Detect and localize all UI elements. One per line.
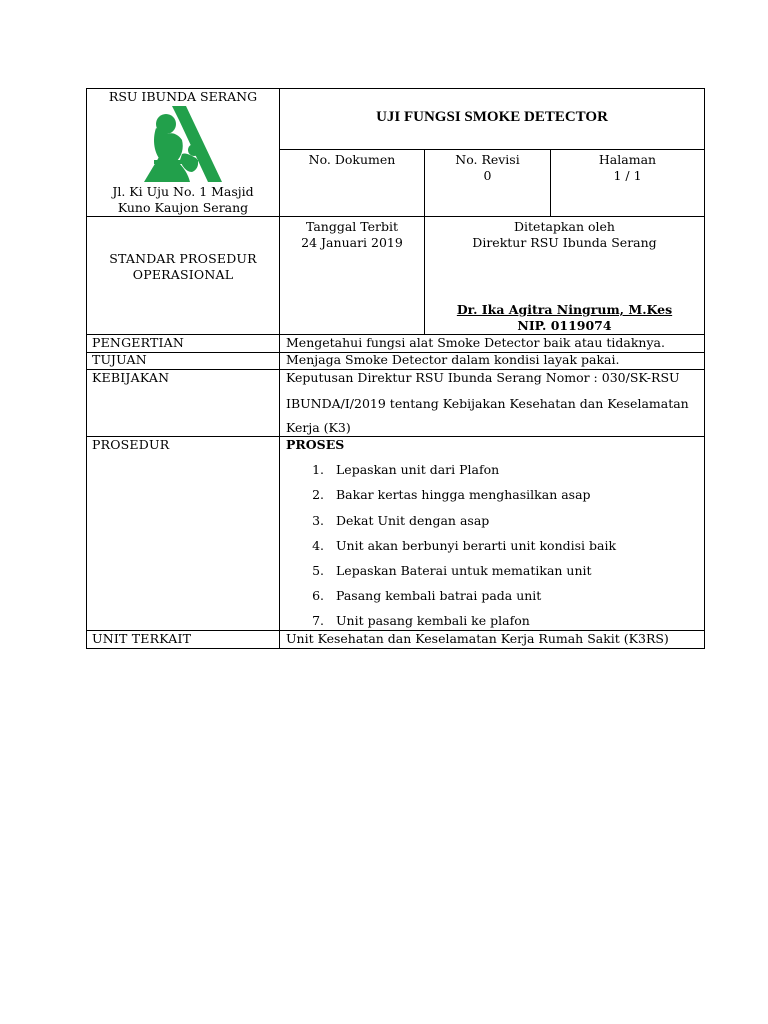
hospital-address-line2: Kuno Kaujon Serang — [117, 200, 249, 215]
no-revisi-value: 0 — [483, 168, 492, 183]
no-revisi-label: No. Revisi — [455, 152, 520, 167]
step-text: Dekat Unit dengan asap — [336, 513, 490, 528]
step-text: Lepaskan Baterai untuk mematikan unit — [336, 563, 592, 578]
prosedur-heading: PROSES — [286, 437, 345, 452]
pengertian-label: PENGERTIAN — [92, 335, 185, 350]
pengertian-text: Mengetahui fungsi alat Smoke Detector baik atau tidaknya. — [286, 335, 665, 350]
step-number: 1. — [312, 462, 324, 477]
signer-name: Dr. Ika Agitra Ningrum, M.Kes — [456, 302, 673, 317]
ditetapkan-by: Direktur RSU Ibunda Serang — [472, 235, 657, 250]
halaman-value: 1 / 1 — [613, 168, 642, 183]
step-text: Lepaskan unit dari Plafon — [336, 462, 500, 477]
kebijakan-text-line1: Keputusan Direktur RSU Ibunda Serang Nomor : 030/SK-RSU — [286, 370, 680, 385]
ditetapkan-label: Ditetapkan oleh — [514, 219, 615, 234]
title-divider — [279, 149, 705, 150]
table-border-right — [704, 88, 705, 649]
prosedur-label: PROSEDUR — [92, 437, 170, 452]
kebijakan-text-line2: IBUNDA/I/2019 tentang Kebijakan Kesehatan dan Keselamatan — [286, 396, 689, 411]
tujuan-label: TUJUAN — [92, 352, 147, 367]
tujuan-text: Menjaga Smoke Detector dalam kondisi layak pakai. — [286, 352, 620, 367]
hospital-address-line1: Jl. Ki Uju No. 1 Masjid — [112, 184, 254, 199]
step-text: Unit akan berbunyi berarti unit kondisi baik — [336, 538, 617, 553]
tanggal-terbit-label: Tanggal Terbit — [305, 219, 399, 234]
step-text: Pasang kembali batrai pada unit — [336, 588, 542, 603]
step-number: 2. — [312, 487, 324, 502]
label-column-divider — [279, 88, 280, 649]
no-dokumen-label: No. Dokumen — [308, 152, 396, 167]
kebijakan-label: KEBIJAKAN — [92, 370, 170, 385]
table-border-left — [86, 88, 87, 649]
document-type-line1: STANDAR PROSEDUR — [109, 251, 257, 266]
step-number: 6. — [312, 588, 324, 603]
hospital-name: RSU IBUNDA SERANG — [108, 89, 258, 104]
step-number: 7. — [312, 613, 324, 628]
row-divider-prosedur — [86, 436, 705, 437]
mother-child-logo-icon — [142, 104, 226, 184]
unit-terkait-label: UNIT TERKAIT — [92, 631, 192, 646]
step-text: Unit pasang kembali ke plafon — [336, 613, 530, 628]
step-text: Bakar kertas hingga menghasilkan asap — [336, 487, 591, 502]
kebijakan-text-line3: Kerja (K3) — [286, 420, 351, 435]
document-type-line2: OPERASIONAL — [132, 267, 234, 282]
document-title: UJI FUNGSI SMOKE DETECTOR — [376, 109, 608, 125]
step-number: 5. — [312, 563, 324, 578]
step-number: 3. — [312, 513, 324, 528]
tanggal-terbit-value: 24 Januari 2019 — [301, 235, 403, 250]
table-border-bottom — [86, 648, 705, 649]
unit-terkait-text: Unit Kesehatan dan Keselamatan Kerja Rumah Sakit (K3RS) — [286, 631, 669, 646]
header-divider — [86, 216, 705, 217]
step-number: 4. — [312, 538, 324, 553]
halaman-label: Halaman — [598, 152, 657, 167]
signer-nip: NIP. 0119074 — [517, 318, 612, 333]
